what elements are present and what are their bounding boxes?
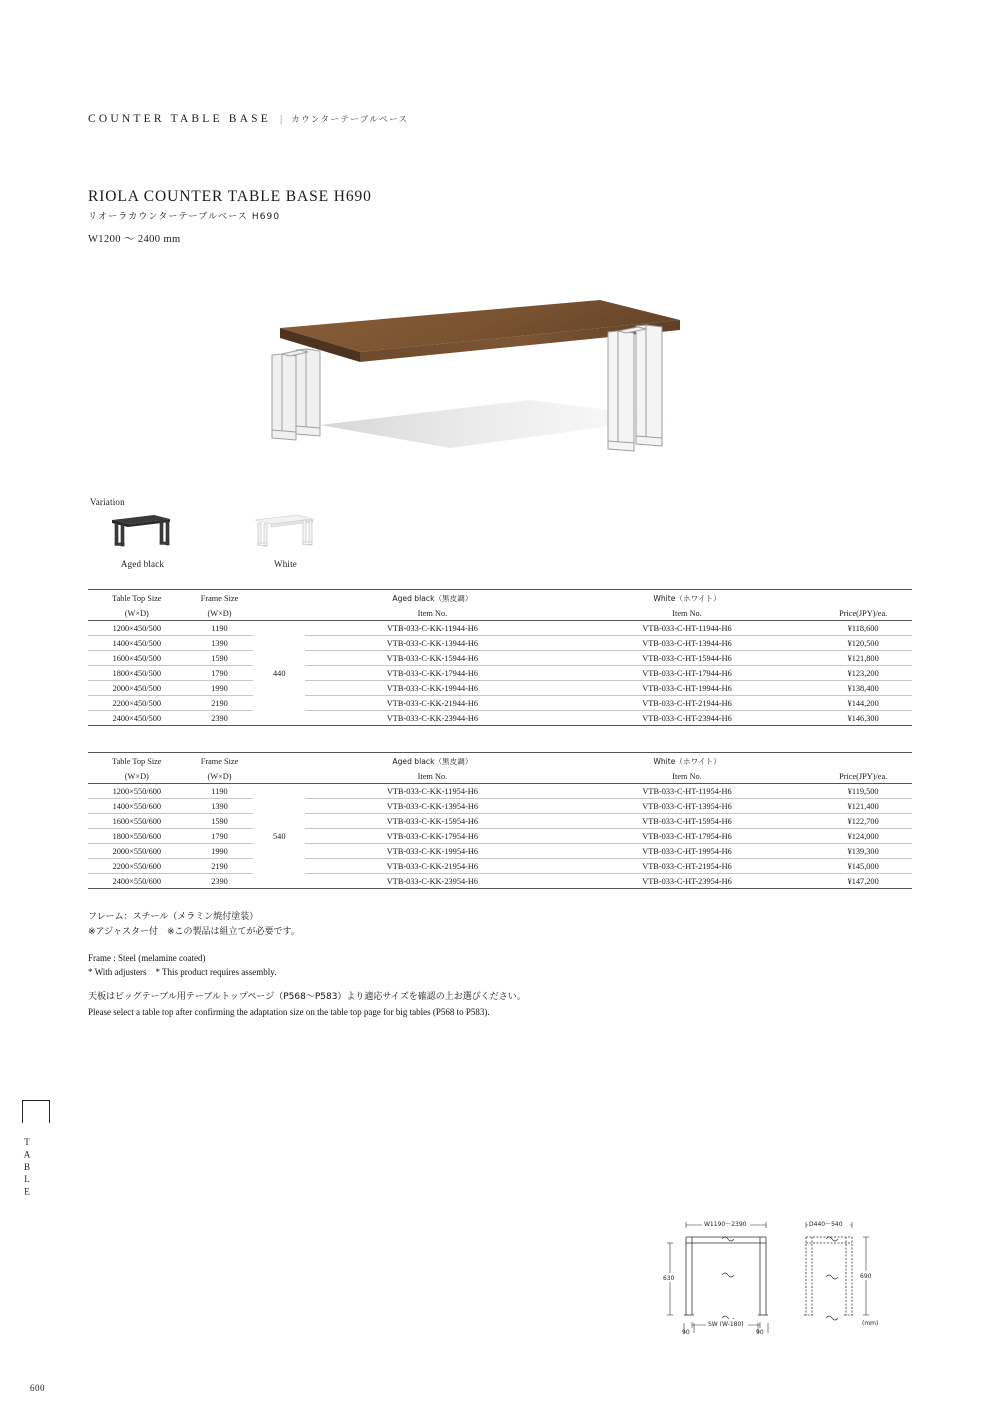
header-frame: Frame Size <box>200 756 239 766</box>
variation-caption-aged-black: Aged black <box>120 559 165 569</box>
notes-en-block <box>88 951 848 979</box>
cell-size: 1800×550/600 <box>88 829 186 844</box>
header-size: Table Top Size <box>112 756 162 766</box>
notes-jp-block <box>88 910 848 940</box>
side-tab <box>22 1100 48 1199</box>
cell-item-black: VTB-033-C-KK-15954-H6 <box>305 814 560 829</box>
table-row <box>88 799 912 814</box>
cell-size: 2200×450/500 <box>88 696 186 711</box>
table-row <box>88 681 912 696</box>
table-row <box>88 621 912 636</box>
table-row <box>88 814 912 829</box>
cell-item-black: VTB-033-C-KK-21954-H6 <box>305 859 560 874</box>
cell-price: ¥123,200 <box>814 666 912 681</box>
cell-price: ¥146,300 <box>814 711 912 726</box>
cell-frame: 1190 <box>211 623 228 633</box>
cell-item-black: VTB-033-C-KK-17944-H6 <box>305 666 560 681</box>
cell-size: 2000×450/500 <box>88 681 186 696</box>
table-row <box>88 784 912 799</box>
cell-item-white: VTB-033-C-HT-13944-H6 <box>560 636 815 651</box>
spec-table-1 <box>88 589 912 726</box>
cell-item-black: VTB-033-C-KK-11954-H6 <box>386 786 478 796</box>
table-row <box>88 874 912 889</box>
header-black: Aged black（黒皮調） <box>392 756 473 766</box>
dimension-drawing <box>640 1215 900 1335</box>
header-white: White（ホワイト） <box>653 593 721 603</box>
dim-width-label: W1190〜2390 <box>704 1221 747 1228</box>
cell-frame: 2190 <box>186 859 254 874</box>
cell-frame: 1390 <box>186 799 254 814</box>
cell-price: ¥145,000 <box>814 859 912 874</box>
cell-price: ¥138,400 <box>814 681 912 696</box>
header-category-en: COUNTER TABLE BASE <box>88 113 271 125</box>
cell-item-white: VTB-033-C-HT-21954-H6 <box>560 859 815 874</box>
spec-table-2 <box>88 752 912 889</box>
header-white: White（ホワイト） <box>653 756 721 766</box>
cell-item-white: VTB-033-C-HT-19954-H6 <box>560 844 815 859</box>
cell-size: 2400×450/500 <box>88 711 186 726</box>
cell-frame: 2190 <box>186 696 254 711</box>
note-adjuster-jp: ※アジャスター付 ※この製品は組立てが必要です。 <box>88 927 300 937</box>
header-category-jp: カウンターテーブルベース <box>291 115 409 125</box>
cell-frame: 1790 <box>186 666 254 681</box>
cell-frame-depth: 440 <box>273 668 286 678</box>
cell-item-black: VTB-033-C-KK-19944-H6 <box>305 681 560 696</box>
spec-table-1-wrapper <box>88 589 912 726</box>
product-photo <box>200 280 800 480</box>
note-frame-en: Frame : Steel (melamine coated) <box>88 953 206 963</box>
cell-frame: 1190 <box>211 786 228 796</box>
cell-price: ¥121,800 <box>814 651 912 666</box>
header-itemno-white: Item No. <box>560 606 815 621</box>
note-tabletop-en: Please select a table top after confirming the adaptation size on the table top page for big tables (P568 to P583). <box>88 1007 490 1017</box>
header-frame-sub: (W×D) <box>186 769 254 784</box>
dim-height-right: 690 <box>860 1273 872 1280</box>
cell-price: ¥121,400 <box>814 799 912 814</box>
table-row <box>88 651 912 666</box>
cell-frame: 2390 <box>186 874 254 889</box>
cell-item-black: VTB-033-C-KK-13944-H6 <box>305 636 560 651</box>
cell-size: 1400×550/600 <box>88 799 186 814</box>
table-row <box>88 696 912 711</box>
product-size-range: W1200 〜 2400 mm <box>88 234 181 245</box>
variation-thumb-white <box>233 512 338 554</box>
cell-price: ¥139,300 <box>814 844 912 859</box>
cell-frame: 1790 <box>186 829 254 844</box>
cell-size: 2200×550/600 <box>88 859 186 874</box>
page-header <box>88 113 408 125</box>
cell-item-black: VTB-033-C-KK-17954-H6 <box>305 829 560 844</box>
cell-size: 1400×450/500 <box>88 636 186 651</box>
spec-table-2-header-row-2 <box>88 769 912 784</box>
cell-frame: 1990 <box>186 681 254 696</box>
table-row <box>88 859 912 874</box>
cell-item-white: VTB-033-C-HT-13954-H6 <box>560 799 815 814</box>
variation-list <box>90 512 338 569</box>
header-black: Aged black（黒皮調） <box>392 593 473 603</box>
cell-price: ¥119,500 <box>847 786 879 796</box>
cell-item-white: VTB-033-C-HT-23954-H6 <box>560 874 815 889</box>
header-itemno-white: Item No. <box>560 769 815 784</box>
table-row <box>88 666 912 681</box>
cell-item-white: VTB-033-C-HT-15954-H6 <box>560 814 815 829</box>
notes-top-block <box>88 990 848 1019</box>
side-tab-box <box>22 1100 50 1123</box>
header-price: Price(JPY)/ea. <box>814 769 912 784</box>
note-tabletop-jp: 天板はビッグテーブル用テーブルトップページ（P568〜P583）より適応サイズを確認の上お選びください。 <box>88 992 526 1002</box>
cell-frame: 1590 <box>186 814 254 829</box>
product-title-jp: リオーラカウンターテーブルベース H690 <box>88 212 281 222</box>
cell-price: ¥147,200 <box>814 874 912 889</box>
cell-item-white: VTB-033-C-HT-15944-H6 <box>560 651 815 666</box>
cell-size: 1600×550/600 <box>88 814 186 829</box>
cell-frame: 1390 <box>186 636 254 651</box>
cell-price: ¥122,700 <box>814 814 912 829</box>
dim-foot-left: 90 <box>682 1329 690 1335</box>
header-frame: Frame Size <box>200 593 239 603</box>
cell-item-white: VTB-033-C-HT-17944-H6 <box>560 666 815 681</box>
variation-caption-white: White <box>274 559 297 569</box>
cell-size: 1800×450/500 <box>88 666 186 681</box>
cell-item-white: VTB-033-C-HT-11954-H6 <box>642 786 732 796</box>
header-itemno-black: Item No. <box>305 769 560 784</box>
cell-item-black: VTB-033-C-KK-21944-H6 <box>305 696 560 711</box>
cell-item-white: VTB-033-C-HT-11944-H6 <box>642 623 732 633</box>
table-row <box>88 844 912 859</box>
cell-item-white: VTB-033-C-HT-19944-H6 <box>560 681 815 696</box>
cell-item-white: VTB-033-C-HT-17954-H6 <box>560 829 815 844</box>
header-frame-sub: (W×D) <box>186 606 254 621</box>
cell-item-white: VTB-033-C-HT-21944-H6 <box>560 696 815 711</box>
cell-item-white: VTB-033-C-HT-23944-H6 <box>560 711 815 726</box>
notes-section <box>88 910 848 1030</box>
header-separator: | <box>279 113 283 125</box>
header-size-sub: (W×D) <box>88 606 186 621</box>
spec-table-2-wrapper <box>88 752 912 889</box>
cell-price: ¥124,000 <box>814 829 912 844</box>
page-number: 600 <box>30 1383 45 1393</box>
cell-frame: 1590 <box>186 651 254 666</box>
cell-size: 1200×450/500 <box>112 623 162 633</box>
header-size: Table Top Size <box>112 593 162 603</box>
cell-size: 2000×550/600 <box>88 844 186 859</box>
cell-price: ¥120,500 <box>814 636 912 651</box>
variation-item-white <box>233 512 338 569</box>
note-adjuster-en: * With adjusters * This product requires assembly. <box>88 967 277 977</box>
product-title-en: RIOLA COUNTER TABLE BASE H690 <box>88 188 372 205</box>
cell-size: 1600×450/500 <box>88 651 186 666</box>
dim-foot-right: 90 <box>756 1329 764 1335</box>
side-tab-label: TABLE <box>22 1137 32 1199</box>
counter-table-illustration <box>200 280 800 480</box>
variation-item-aged-black <box>90 512 195 569</box>
cell-price: ¥118,600 <box>847 623 879 633</box>
header-itemno-black: Item No. <box>305 606 560 621</box>
dim-sw-label: SW (W-180) <box>708 1321 744 1328</box>
variation-label: Variation <box>90 497 125 507</box>
cell-item-black: VTB-033-C-KK-23954-H6 <box>305 874 560 889</box>
spec-table-1-header-row-2 <box>88 606 912 621</box>
table-row <box>88 711 912 726</box>
dim-unit: (mm) <box>862 1320 879 1327</box>
cell-item-black: VTB-033-C-KK-23944-H6 <box>305 711 560 726</box>
cell-size: 2400×550/600 <box>88 874 186 889</box>
note-frame-jp: フレーム：スチール（メラミン焼付塗装） <box>88 912 259 922</box>
dim-height-left: 630 <box>663 1275 675 1282</box>
header-price: Price(JPY)/ea. <box>814 606 912 621</box>
dim-depth-label: D440〜540 <box>809 1221 843 1228</box>
cell-frame: 2390 <box>186 711 254 726</box>
cell-item-black: VTB-033-C-KK-13954-H6 <box>305 799 560 814</box>
variation-thumb-aged-black <box>90 512 195 554</box>
table-row <box>88 829 912 844</box>
spec-table-1-header-row-1 <box>88 590 912 607</box>
header-size-sub: (W×D) <box>88 769 186 784</box>
cell-size: 1200×550/600 <box>112 786 162 796</box>
spec-table-2-header-row-1 <box>88 753 912 770</box>
cell-frame-depth: 540 <box>273 831 286 841</box>
cell-item-black: VTB-033-C-KK-11944-H6 <box>386 623 478 633</box>
cell-frame: 1990 <box>186 844 254 859</box>
table-row <box>88 636 912 651</box>
cell-item-black: VTB-033-C-KK-19954-H6 <box>305 844 560 859</box>
cell-price: ¥144,200 <box>814 696 912 711</box>
cell-item-black: VTB-033-C-KK-15944-H6 <box>305 651 560 666</box>
